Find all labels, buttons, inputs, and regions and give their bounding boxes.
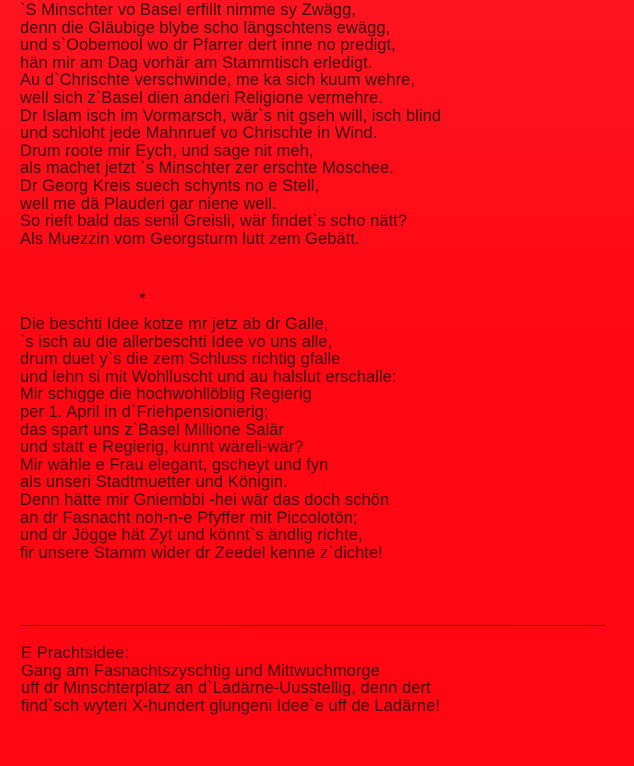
poem-line: Denn hätte mir Gniembbi -hei wär das doch schön: [20, 490, 390, 509]
poem-line: das spart uns z`Basel Millione Salär: [20, 420, 285, 439]
poem-line: hän mir am Dag vorhär am Stammtisch erledigt.: [20, 53, 373, 72]
poem-line: `s isch au die allerbeschti Idee vo uns alle,: [20, 332, 333, 351]
poem-line: und lehn si mit Wohlluscht und au halslut erschalle:: [20, 367, 397, 386]
poem-line: Dr Islam isch im Vormarsch, wär`s nit gseh will, isch blind: [20, 106, 442, 125]
poem-line: Mir wähle e Frau elegant, gscheyt und fyn: [20, 455, 329, 474]
poem-line: `S Minschter vo Basel erfillt nimme sy Zwägg,: [20, 1, 357, 19]
poem-stanza-1: [20, 2, 620, 248]
poem-line: per 1. April in d`Friehpensionierig;: [20, 402, 269, 421]
poem-line: Die beschti Idee kotze mr jetz ab dr Galle,: [20, 315, 329, 333]
poem-line: als unseri Stadtmuetter und Königin.: [20, 473, 288, 492]
poem-line: und s`Oobemool wo dr Pfarrer dert inne no predigt,: [20, 36, 396, 55]
note-line: Gang am Fasnachtszyschtig und Mittwuchmorge: [21, 661, 380, 680]
poem-line: als machet jetzt `s Minschter zer erschte Moschee.: [20, 159, 394, 178]
stanza-separator: *: [139, 289, 147, 309]
note-line: find`sch wyteri X-hundert glungeni Idee`e uff de Ladärne!: [21, 696, 440, 715]
poem-line: Als Muezzin vom Georgsturm lutt zem Gebätt.: [20, 229, 360, 248]
poem-line: und statt e Regierig, kunnt wäreli-wär?: [20, 438, 304, 457]
note-line: uff dr Minschterplatz an d`Ladärne-Uusstellig, denn dert: [21, 679, 431, 698]
poem-line: Drum roote mir Eych, und sage nit meh,: [20, 141, 314, 160]
poem-line: an dr Fasnacht noh-n-e Pfyffer mit Piccolotön;: [20, 508, 358, 527]
poem-line: well sich z`Basel dien anderi Religione vermehre.: [20, 88, 383, 107]
poem-line: drum duet y`s die zem Schluss richtig gfalle: [20, 350, 341, 369]
poem-line: well me dä Plauderi gar niene well.: [20, 194, 277, 213]
poem-line: Dr Georg Kreis suech schynts no e Stell,: [20, 176, 320, 195]
poem-line: So rieft bald das senil Greisli, wär findet`s scho nätt?: [20, 212, 408, 231]
note-title: E Prachtsidee:: [21, 644, 130, 662]
poem-line: und schloht jede Mahnruef vo Chrischte in Wind.: [20, 124, 378, 143]
poem-line: fir unsere Stamm wider dr Zeedel kenne z`dichte!: [20, 543, 383, 562]
poem-line: und dr Jögge hät Zyt und könnt`s ändlig richte,: [20, 526, 363, 545]
note-block: [21, 645, 621, 715]
poem-line: Au d`Chrischte verschwinde, me ka sich kuum wehre,: [20, 71, 415, 90]
horizontal-divider: [21, 625, 605, 626]
poem-line: Mir schigge die hochwohllöblig Regierig: [20, 385, 312, 404]
poem-stanza-2: [20, 316, 620, 562]
poem-line: denn die Gläubige blybe scho längschtens ewägg,: [20, 18, 391, 37]
